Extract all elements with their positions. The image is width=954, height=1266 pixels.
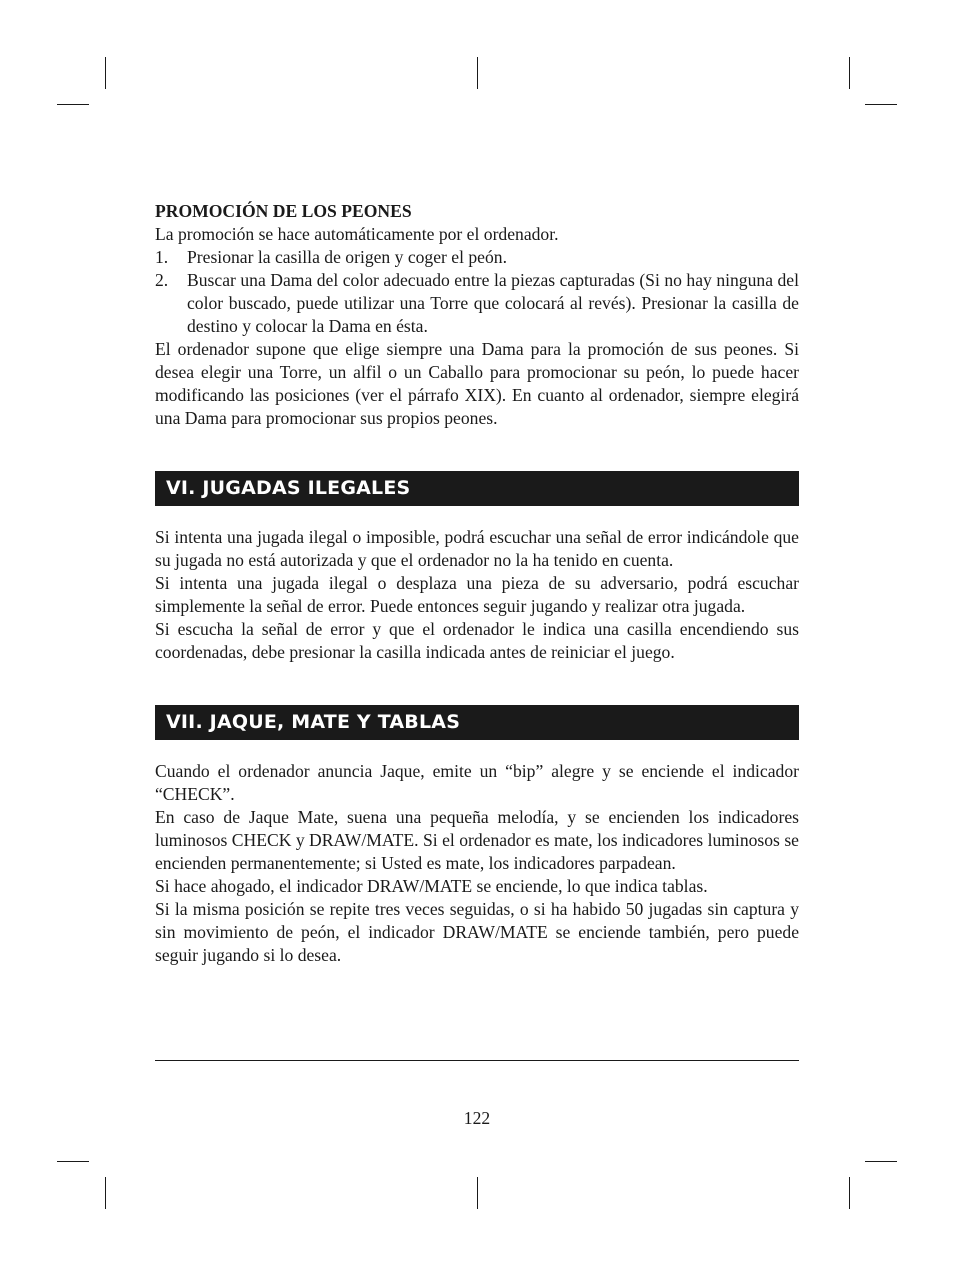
step-number: 1. (155, 247, 169, 267)
step-number: 2. (155, 270, 169, 290)
paragraph: Si intenta una jugada ilegal o imposible, podrá escuchar una señal de error indicándole que su jugada no está autorizada y que el ordenador no la ha tenido en cuenta. (155, 527, 799, 570)
section-heading-check-mate (155, 705, 799, 740)
section-illegal-moves-body (155, 526, 799, 664)
promotion-steps (155, 246, 799, 338)
paragraph: Si intenta una jugada ilegal o desplaza una pieza de su adversario, podrá escuchar simplemente la señal de error. Puede entonces seguir jugando y realizar otra jugada. (155, 573, 799, 616)
promotion-heading: PROMOCIÓN DE LOS PEONES (155, 201, 412, 221)
paragraph: Si escucha la señal de error y que el ordenador le indica una casilla encendiendo sus coordenadas, debe presionar la casilla indicada antes de reiniciar el juego. (155, 619, 799, 662)
step-text: Buscar una Dama del color adecuado entre la piezas capturadas (Si no hay ninguna del color buscado, puede utilizar una Torre que colocará al revés). Presionar la casilla de destino y colocar la Dama en ésta. (187, 270, 799, 336)
crop-mark (865, 1161, 897, 1162)
crop-mark (105, 57, 106, 89)
promotion-paragraph: El ordenador supone que elige siempre una Dama para la promoción de sus peones. Si desea elegir una Torre, un alfil o un Caballo para promocionar su peón, lo puede hacer modificando las posiciones (ver el párrafo XIX). En cuanto al ordenador, siempre elegirá una Dama para promocionar sus propios peones. (155, 339, 799, 428)
paragraph: Si hace ahogado, el indicador DRAW/MATE se enciende, lo que indica tablas. (155, 876, 708, 896)
footer-rule (155, 1060, 799, 1061)
paragraph: En caso de Jaque Mate, suena una pequeña melodía, y se encienden los indicadores luminosos CHECK y DRAW/MATE. Si el ordenador es mate, los indicadores luminosos se encienden permanentemente; si Usted es mate, los indicadores parpadean. (155, 807, 799, 873)
crop-mark (865, 104, 897, 105)
promotion-intro: La promoción se hace automáticamente por el ordenador. (155, 224, 559, 244)
crop-mark (849, 1177, 850, 1209)
crop-mark (105, 1177, 106, 1209)
list-item (155, 246, 799, 269)
crop-mark (849, 57, 850, 89)
page-content (155, 200, 799, 967)
crop-mark (57, 104, 89, 105)
crop-mark (477, 1177, 478, 1209)
crop-mark (57, 1161, 89, 1162)
list-item (155, 269, 799, 338)
section-check-mate-body (155, 760, 799, 967)
section-heading-illegal-moves (155, 471, 799, 506)
step-text: Presionar la casilla de origen y coger el peón. (187, 247, 507, 267)
page-number: 122 (463, 1108, 491, 1128)
section-title: VII. JAQUE, MATE Y TABLAS (166, 711, 461, 733)
section-title: VI. JUGADAS ILEGALES (166, 477, 411, 499)
crop-mark (477, 57, 478, 89)
paragraph: Si la misma posición se repite tres veces seguidas, o si ha habido 50 jugadas sin captura y sin movimiento de peón, el indicador DRAW/MATE se enciende también, pero puede seguir jugando si lo desea. (155, 899, 799, 965)
paragraph: Cuando el ordenador anuncia Jaque, emite un “bip” alegre y se enciende el indicador “CHECK”. (155, 761, 799, 804)
